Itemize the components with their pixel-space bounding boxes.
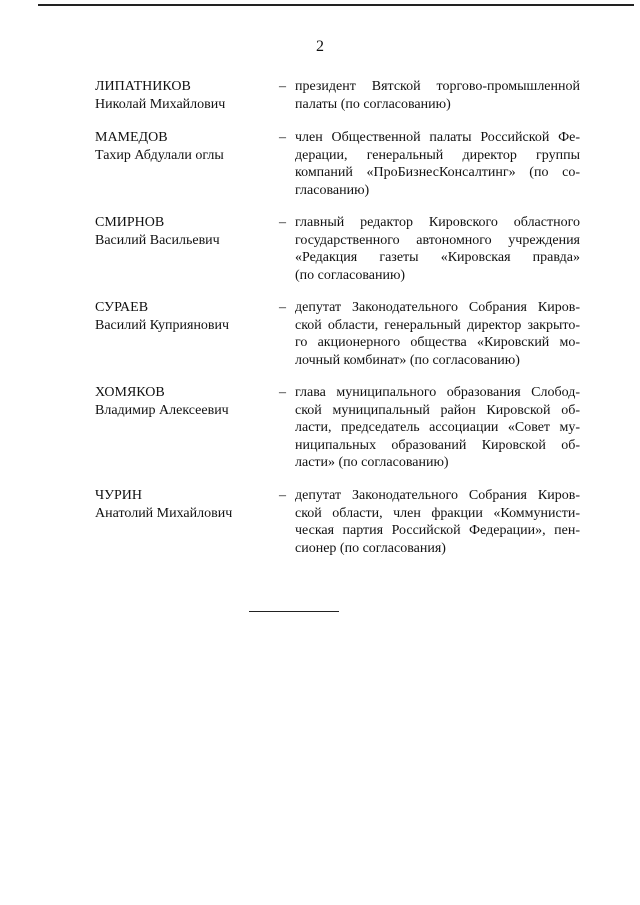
- position-line: сионер (по согласования): [295, 540, 446, 556]
- member-name: [95, 78, 275, 113]
- member-position: [295, 299, 580, 369]
- position-line: государственного автономного учреждения: [295, 232, 580, 248]
- position-line: дерации, генеральный директор группы: [295, 147, 580, 163]
- member-surname: ЛИПАТНИКОВ: [95, 79, 191, 94]
- member-position: [295, 487, 580, 557]
- member-position: [295, 78, 580, 113]
- member-position: [295, 129, 580, 199]
- position-line: член Общественной палаты Российской Фе-: [295, 130, 580, 145]
- position-line: го акционерного общества «Кировский мо-: [295, 335, 580, 350]
- position-line: главный редактор Кировского областного: [295, 215, 580, 230]
- member-name: [95, 384, 275, 419]
- member-name: [95, 299, 275, 334]
- member-surname: МАМЕДОВ: [95, 130, 168, 145]
- member-given-names: Василий Куприянович: [95, 317, 230, 333]
- closing-divider: [249, 611, 339, 612]
- position-line: ческая партия Российской Федерации», пен-: [295, 523, 580, 538]
- position-line: ласти» (по согласованию): [295, 455, 449, 470]
- member-given-names: Анатолий Михайлович: [95, 505, 233, 521]
- dash-separator: –: [279, 488, 286, 503]
- dash-separator: –: [279, 300, 286, 315]
- position-line: ской области, генеральный директор закрыто-: [295, 317, 580, 333]
- member-given-names: Владимир Алексеевич: [95, 402, 229, 418]
- page-number: 2: [316, 38, 324, 55]
- position-line: ниципальных образований Кировской об-: [295, 437, 580, 453]
- dash-separator: –: [279, 385, 286, 400]
- dash-separator: –: [279, 130, 286, 145]
- position-line: гласованию): [295, 182, 370, 198]
- member-name: [95, 487, 275, 522]
- member-surname: ЧУРИН: [95, 488, 143, 503]
- member-name: [95, 129, 275, 164]
- position-line: ской муниципальный район Кировской об-: [295, 402, 580, 418]
- member-position: [295, 214, 580, 284]
- member-given-names: Василий Васильевич: [95, 232, 220, 248]
- member-surname: СУРАЕВ: [95, 300, 149, 315]
- member-surname: ХОМЯКОВ: [95, 385, 165, 400]
- position-line: (по согласованию): [295, 267, 406, 283]
- position-line: «Редакция газеты «Кировская правда»: [295, 250, 580, 265]
- dash-separator: –: [279, 215, 286, 230]
- position-line: депутат Законодательного Собрания Киров-: [295, 300, 580, 315]
- position-line: депутат Законодательного Собрания Киров-: [295, 488, 580, 503]
- member-name: [95, 214, 275, 249]
- position-line: компаний «ПроБизнесКонсалтинг» (по со-: [295, 165, 580, 180]
- dash-separator: –: [279, 79, 286, 94]
- position-line: ской области, член фракции «Коммунисти-: [295, 505, 580, 521]
- position-line: ласти, председатель ассоциации «Совет му-: [295, 420, 580, 435]
- top-edge-line: [38, 4, 634, 6]
- member-position: [295, 384, 580, 472]
- member-given-names: Николай Михайлович: [95, 96, 226, 112]
- member-surname: СМИРНОВ: [95, 215, 165, 230]
- position-line: глава муниципального образования Слобод-: [295, 385, 580, 400]
- position-line: лочный комбинат» (по согласованию): [295, 352, 520, 368]
- position-line: палаты (по согласованию): [295, 96, 451, 112]
- member-given-names: Тахир Абдулали оглы: [95, 147, 224, 163]
- position-line: президент Вятской торгово-промышленной: [295, 79, 580, 94]
